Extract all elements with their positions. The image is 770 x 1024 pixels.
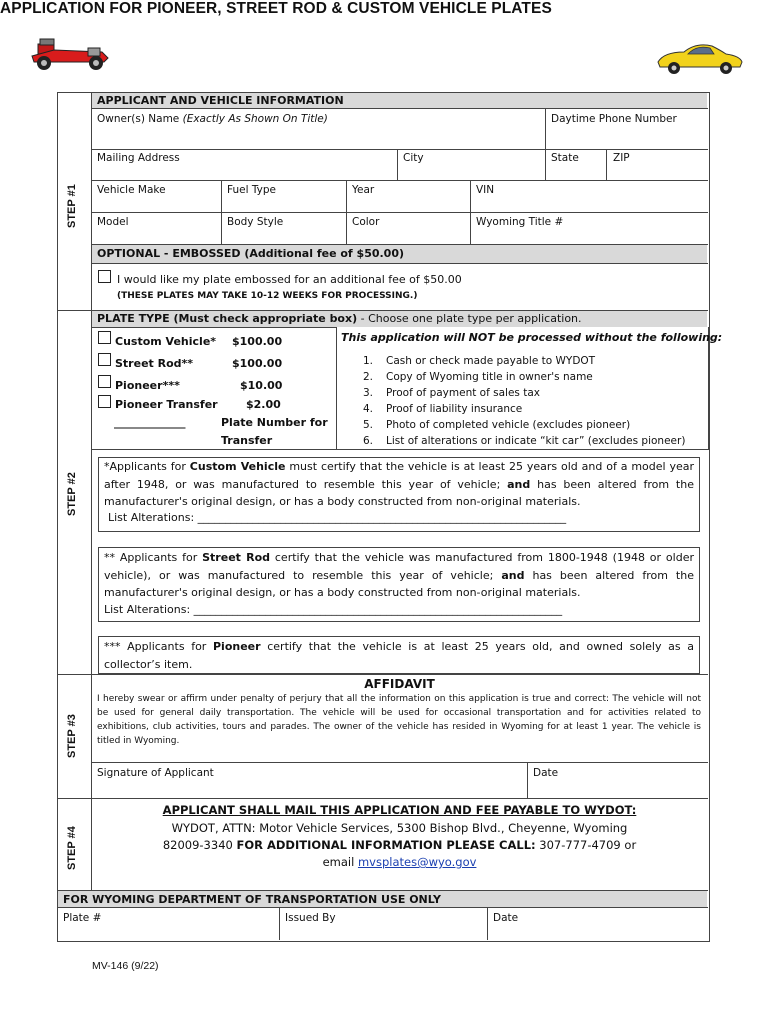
req-num-3: 3.	[363, 387, 374, 399]
req-text-4: Proof of liability insurance	[386, 403, 523, 415]
streetrod-mid: certify that the vehicle was manufactured from 1800-1948 (1948 or older vehicle), or was manufactured to resemble this year of vehicle;	[104, 551, 694, 582]
body-style-field[interactable]: Body Style	[227, 216, 284, 228]
mail-heading: APPLICANT SHALL MAIL THIS APPLICATION AND FEE PAYABLE TO WYDOT:	[162, 803, 637, 817]
plate-type-header-bold: PLATE TYPE (Must check appropriate box)	[97, 312, 358, 325]
pioneer-text	[104, 638, 694, 673]
pioneer-fee: $10.00	[240, 379, 283, 392]
step-1-label: STEP #1	[66, 184, 78, 228]
phone-number-text: 307-777-4709 or	[535, 838, 637, 852]
streetrod-bold: Street Rod	[202, 551, 271, 564]
state-field[interactable]: State	[551, 152, 579, 164]
optional-embossed-header: OPTIONAL - EMBOSSED (Additional fee of $50.00)	[97, 247, 405, 260]
office-date-field[interactable]: Date	[493, 912, 519, 924]
mailing-address-field[interactable]: Mailing Address	[97, 152, 180, 164]
street-rod-checkbox[interactable]	[98, 353, 111, 366]
affidavit-date-field[interactable]: Date	[533, 767, 559, 779]
yellow-custom-car-icon	[654, 40, 744, 76]
signature-field[interactable]: Signature of Applicant	[97, 767, 214, 779]
street-rod-fee: $100.00	[232, 357, 283, 370]
step-4-label: STEP #4	[66, 826, 78, 870]
office-issued-by-field[interactable]: Issued By	[285, 912, 336, 924]
street-rod-alterations-input[interactable]: List Alterations: ___________________________________________________________________	[104, 603, 563, 616]
embossed-note: (THESE PLATES MAY TAKE 10-12 WEEKS FOR PROCESSING.)	[117, 291, 418, 301]
year-field[interactable]: Year	[352, 184, 375, 196]
transfer-plate-number-input[interactable]: _____________	[114, 416, 186, 429]
req-text-6: List of alterations or indicate “kit car” (excludes pioneer)	[386, 435, 686, 447]
custom-mid: must certify that the vehicle is at least 25 years old and of a model year after 1948, or was manufactured to resemble this year of vehicle;	[104, 460, 694, 491]
req-text-1: Cash or check made payable to WYDOT	[386, 355, 596, 367]
req-text-5: Photo of completed vehicle (excludes pioneer)	[386, 419, 631, 431]
embossed-checkbox[interactable]	[98, 270, 111, 283]
req-num-2: 2.	[363, 371, 374, 383]
additional-info-text: FOR ADDITIONAL INFORMATION PLEASE CALL:	[236, 838, 536, 852]
streetrod-prefix: ** Applicants for	[104, 551, 203, 564]
pioneer-prefix: *** Applicants for	[104, 640, 213, 653]
streetrod-and: and	[501, 568, 525, 582]
pioneer-bold: Pioneer	[213, 640, 261, 653]
plate-number-label-2: Transfer	[221, 434, 273, 447]
plate-type-header-rest: - Choose one plate type per application.	[357, 312, 582, 325]
office-plate-field[interactable]: Plate #	[63, 912, 102, 924]
custom-rest: has been altered from the manufacturer's original design, or has a body constructed from non-original materials.	[104, 477, 694, 508]
pioneer-transfer-checkbox[interactable]	[98, 395, 111, 408]
custom-vehicle-fee: $100.00	[232, 335, 283, 348]
red-hot-rod-car-icon	[28, 36, 112, 72]
custom-bold: Custom Vehicle	[189, 460, 286, 473]
custom-vehicle-checkbox[interactable]	[98, 331, 111, 344]
embossed-checkbox-label: I would like my plate embossed for an additional fee of $50.00	[117, 273, 462, 286]
affidavit-text: I hereby swear or affirm under penalty of perjury that all the information on this application is true and correct: The vehicle will not be used for general daily transportation. The vehicle will be used for occasional transportation and for activities related to exhibitions, club activities, tours and parades. The owner of the vehicle has resided in Wyoming for at least 1 year. The vehicle is titled in Wyoming.	[97, 694, 701, 746]
street-rod-text	[104, 549, 694, 602]
zip-field[interactable]: ZIP	[613, 152, 630, 164]
custom-vehicle-label: Custom Vehicle*	[115, 335, 217, 348]
page-title: APPLICATION FOR PIONEER, STREET ROD & CUSTOM VEHICLE PLATES	[0, 0, 552, 17]
city-field[interactable]: City	[403, 152, 424, 164]
affidavit-title: AFFIDAVIT	[364, 677, 435, 691]
custom-and: and	[507, 477, 531, 491]
step-3-label: STEP #3	[66, 714, 78, 758]
form-number: MV-146 (9/22)	[92, 960, 159, 972]
model-field[interactable]: Model	[97, 216, 129, 228]
custom-alterations-input[interactable]: List Alterations: ___________________________________________________________________	[108, 511, 567, 524]
applicant-info-header: APPLICANT AND VEHICLE INFORMATION	[97, 94, 344, 107]
custom-vehicle-text	[104, 458, 694, 511]
req-text-2: Copy of Wyoming title in owner's name	[386, 371, 593, 383]
color-field[interactable]: Color	[352, 216, 380, 228]
office-use-header: FOR WYOMING DEPARTMENT OF TRANSPORTATION USE ONLY	[63, 893, 442, 906]
req-num-6: 6.	[363, 435, 374, 447]
daytime-phone-field[interactable]: Daytime Phone Number	[551, 113, 677, 125]
fuel-type-field[interactable]: Fuel Type	[227, 184, 276, 196]
zip-code-text: 82009-3340	[162, 838, 237, 852]
custom-prefix: *Applicants for	[104, 460, 190, 473]
req-num-4: 4.	[363, 403, 374, 415]
pioneer-rest: certify that the vehicle is at least 25 years old, and owned solely as a collector’s item.	[104, 640, 694, 671]
email-link[interactable]: mvsplates@wyo.gov	[357, 855, 477, 869]
email-line	[91, 855, 708, 869]
email-prefix: email	[322, 855, 358, 869]
pioneer-transfer-label: Pioneer Transfer	[115, 398, 218, 411]
owners-name-field[interactable]	[97, 113, 328, 125]
plate-type-header	[97, 312, 582, 325]
pioneer-checkbox[interactable]	[98, 375, 111, 388]
pioneer-transfer-fee: $2.00	[246, 398, 281, 411]
contact-line	[91, 838, 708, 852]
owners-name-note: (Exactly As Shown On Title)	[182, 113, 328, 125]
step-2-label: STEP #2	[66, 472, 78, 516]
req-text-3: Proof of payment of sales tax	[386, 387, 540, 399]
pioneer-label: Pioneer***	[115, 379, 180, 392]
vehicle-make-field[interactable]: Vehicle Make	[97, 184, 166, 196]
req-num-1: 1.	[363, 355, 374, 367]
req-num-5: 5.	[363, 419, 374, 431]
wyoming-title-field[interactable]: Wyoming Title #	[476, 216, 564, 228]
vin-field[interactable]: VIN	[476, 184, 495, 196]
owners-name-label: Owner(s) Name	[97, 113, 180, 125]
mail-address-line: WYDOT, ATTN: Motor Vehicle Services, 5300 Bishop Blvd., Cheyenne, Wyoming	[171, 821, 628, 835]
street-rod-label: Street Rod**	[115, 357, 194, 370]
requirements-title: This application will NOT be processed without the following:	[341, 331, 723, 344]
streetrod-rest: has been altered from the manufacturer's original design, or has a body constructed from non-original materials.	[104, 568, 694, 599]
plate-number-label-1: Plate Number for	[221, 416, 328, 429]
